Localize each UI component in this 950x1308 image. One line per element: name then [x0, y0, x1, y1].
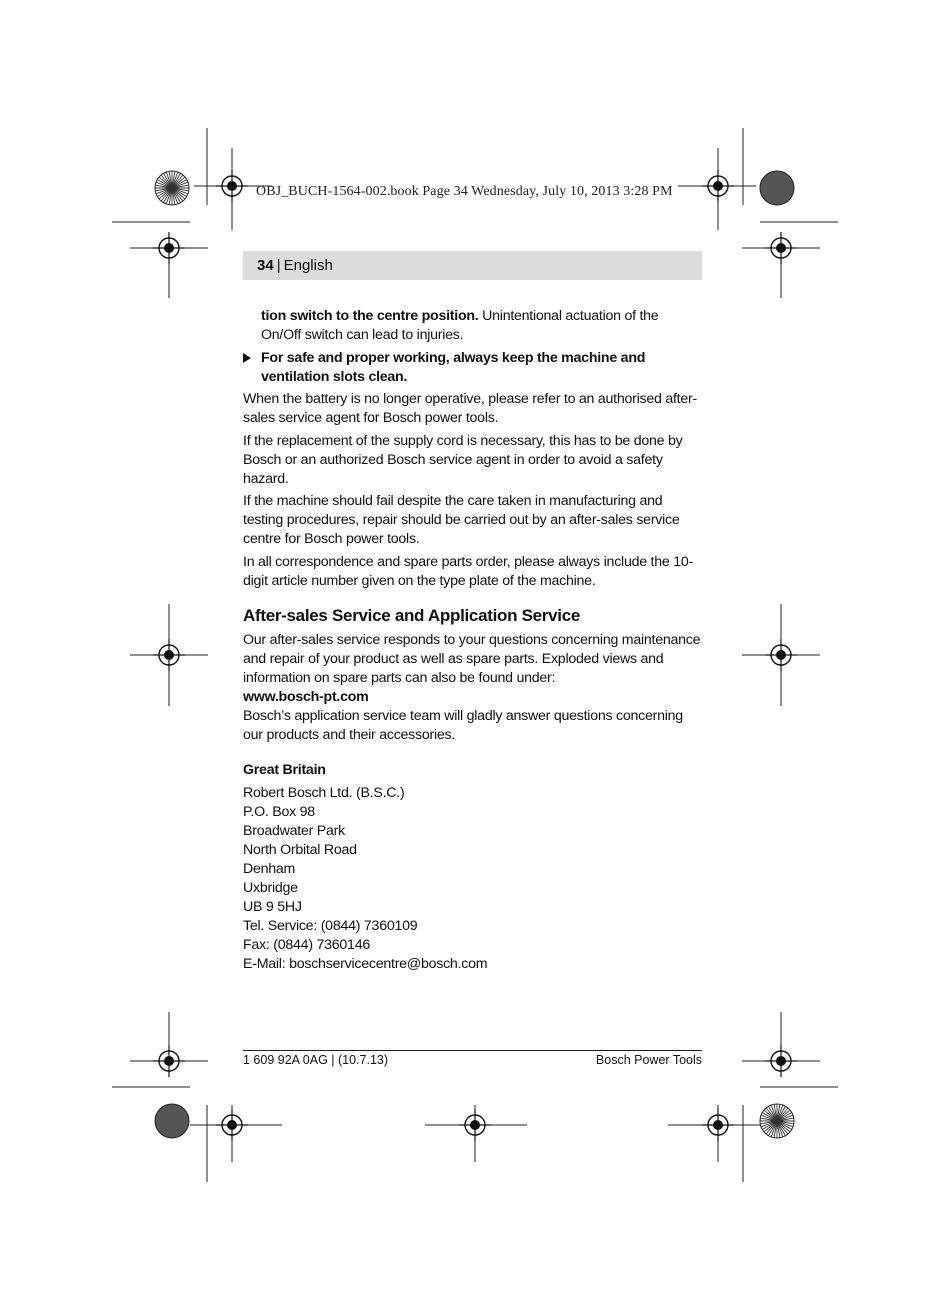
- paragraph-battery: When the battery is no longer operative, please refer to an authorised after-sales service agent for Bosch power tools.: [243, 391, 697, 426]
- address-line: UB 9 5HJ: [243, 898, 302, 915]
- paragraph-application-service: Bosch’s application service team will gladly answer questions concerning our products and their accessories.: [243, 707, 683, 743]
- address-line: E-Mail: boschservicecentre@bosch.com: [243, 955, 488, 972]
- print-slug: OBJ_BUCH-1564-002.book Page 34 Wednesday, July 10, 2013 3:28 PM: [256, 184, 673, 199]
- registration-target-icon: [702, 170, 734, 202]
- address-block: [243, 784, 702, 974]
- gray-disc-mark-icon: [760, 171, 794, 205]
- continued-warning-bold: tion switch to the centre position.: [261, 308, 479, 324]
- address-line: North Orbital Road: [243, 841, 357, 858]
- registration-target-icon: [459, 1109, 491, 1141]
- address-line: Robert Bosch Ltd. (B.S.C.): [243, 784, 405, 801]
- continued-warning-text: Unintentional actuation of the On/Off switch can lead to injuries.: [261, 308, 659, 343]
- country-heading: Great Britain: [243, 761, 326, 778]
- paragraph-article-number: In all correspondence and spare parts order, please always include the 10-digit article number given on the type plate of the machine.: [243, 553, 693, 589]
- address-line: Denham: [243, 860, 296, 877]
- page-content: [243, 307, 702, 974]
- bullet-text: For safe and proper working, always keep the machine and ventilation slots clean.: [261, 349, 646, 385]
- registration-target-icon: [765, 639, 797, 671]
- footer-rule: [243, 1050, 702, 1051]
- registration-target-icon: [153, 1045, 185, 1077]
- paragraph-service: Our after-sales service responds to your questions concerning maintenance and repair of your product as well as spare parts. Exploded views and information on spare parts can also be found under:: [243, 631, 701, 686]
- header-separator: |: [276, 257, 281, 274]
- continued-warning: [261, 307, 702, 345]
- bullet-triangle-icon: [243, 353, 251, 363]
- paragraph-supply-cord: If the replacement of the supply cord is necessary, this has to be done by Bosch or an authorized Bosch service agent in order to avoid a safety hazard.: [243, 432, 683, 487]
- service-url-text: www.bosch-pt.com: [243, 688, 369, 705]
- registration-target-icon: [765, 232, 797, 264]
- address-line: P.O. Box 98: [243, 803, 315, 820]
- starburst-mark-icon: [760, 1104, 794, 1138]
- footer-brand: Bosch Power Tools: [595, 1053, 702, 1067]
- bullet-item: [243, 349, 702, 387]
- footer-doc-number: 1 609 92A 0AG | (10.7.13): [243, 1053, 389, 1067]
- registration-target-icon: [153, 232, 185, 264]
- address-line: Broadwater Park: [243, 822, 345, 839]
- registration-target-icon: [216, 170, 248, 202]
- header-language: English: [283, 257, 333, 274]
- registration-target-icon: [153, 639, 185, 671]
- registration-target-icon: [216, 1109, 248, 1141]
- starburst-mark-icon: [155, 171, 189, 205]
- paragraph-repair: If the machine should fail despite the care taken in manufacturing and testing procedures, repair should be carried out by an after-sales service centre for Bosch power tools.: [243, 493, 680, 547]
- gray-disc-mark-icon: [155, 1104, 189, 1138]
- section-heading-service: After-sales Service and Application Service: [243, 605, 581, 625]
- address-line: Tel. Service: (0844) 7360109: [243, 917, 418, 934]
- registration-target-icon: [702, 1109, 734, 1141]
- address-line: Fax: (0844) 7360146: [243, 936, 370, 953]
- registration-target-icon: [765, 1045, 797, 1077]
- service-url: [243, 688, 702, 707]
- page-header: [243, 251, 702, 280]
- address-line: Uxbridge: [243, 879, 298, 896]
- page-number: 34: [257, 257, 274, 274]
